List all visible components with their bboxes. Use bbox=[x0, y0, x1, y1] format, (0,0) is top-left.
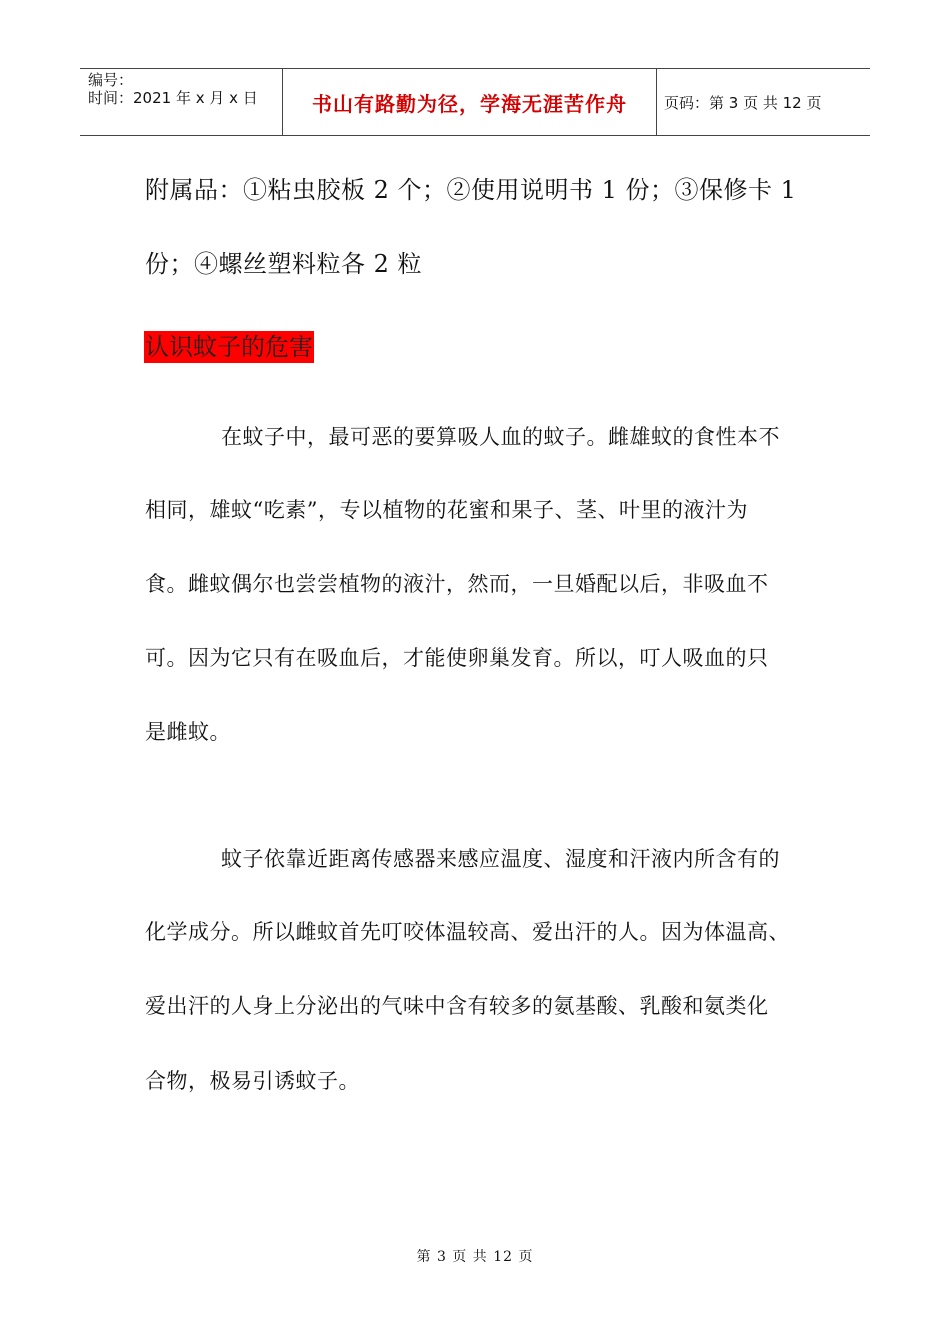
paragraph-line: 食。雌蚊偶尔也尝尝植物的液汁，然而，一旦婚配以后，非吸血不 bbox=[145, 572, 769, 596]
paragraph-line: 可。因为它只有在吸血后，才能使卵巢发育。所以，叮人吸血的只 bbox=[145, 646, 769, 670]
paragraph-line: 蚊子依靠近距离传感器来感应温度、湿度和汗液内所含有的 bbox=[221, 847, 780, 871]
header-page-info: 页码：第 3 页 共 12 页 bbox=[664, 93, 822, 112]
accessories-line-1: 附属品：①粘虫胶板 2 个；②使用说明书 1 份；③保修卡 1 bbox=[145, 176, 797, 204]
page-header bbox=[80, 68, 870, 136]
paragraph-line: 化学成分。所以雌蚊首先叮咬体温较高、爱出汗的人。因为体温高、 bbox=[145, 920, 790, 944]
doc-number-label: 编号： bbox=[88, 71, 134, 89]
header-motto: 书山有路勤为径，学海无涯苦作舟 bbox=[283, 69, 657, 135]
page-footer: 第 3 页 共 12 页 bbox=[416, 1249, 534, 1265]
paragraph-line: 爱出汗的人身上分泌出的气味中含有较多的氨基酸、乳酸和氨类化 bbox=[145, 994, 769, 1018]
paragraph-line: 是雌蚊。 bbox=[145, 720, 231, 744]
paragraph-line: 在蚊子中，最可恶的要算吸人血的蚊子。雌雄蚊的食性本不 bbox=[221, 425, 780, 449]
section-heading: 认识蚊子的危害 bbox=[145, 333, 313, 361]
header-meta bbox=[80, 69, 283, 135]
paragraph-line: 合物，极易引诱蚊子。 bbox=[145, 1069, 360, 1093]
date-label: 时间：2021 年 x 月 x 日 bbox=[88, 89, 258, 107]
paragraph-line: 相同，雄蚊“吃素”，专以植物的花蜜和果子、茎、叶里的液汁为 bbox=[145, 498, 748, 522]
accessories-line-2: 份；④螺丝塑料粒各 2 粒 bbox=[145, 250, 423, 278]
